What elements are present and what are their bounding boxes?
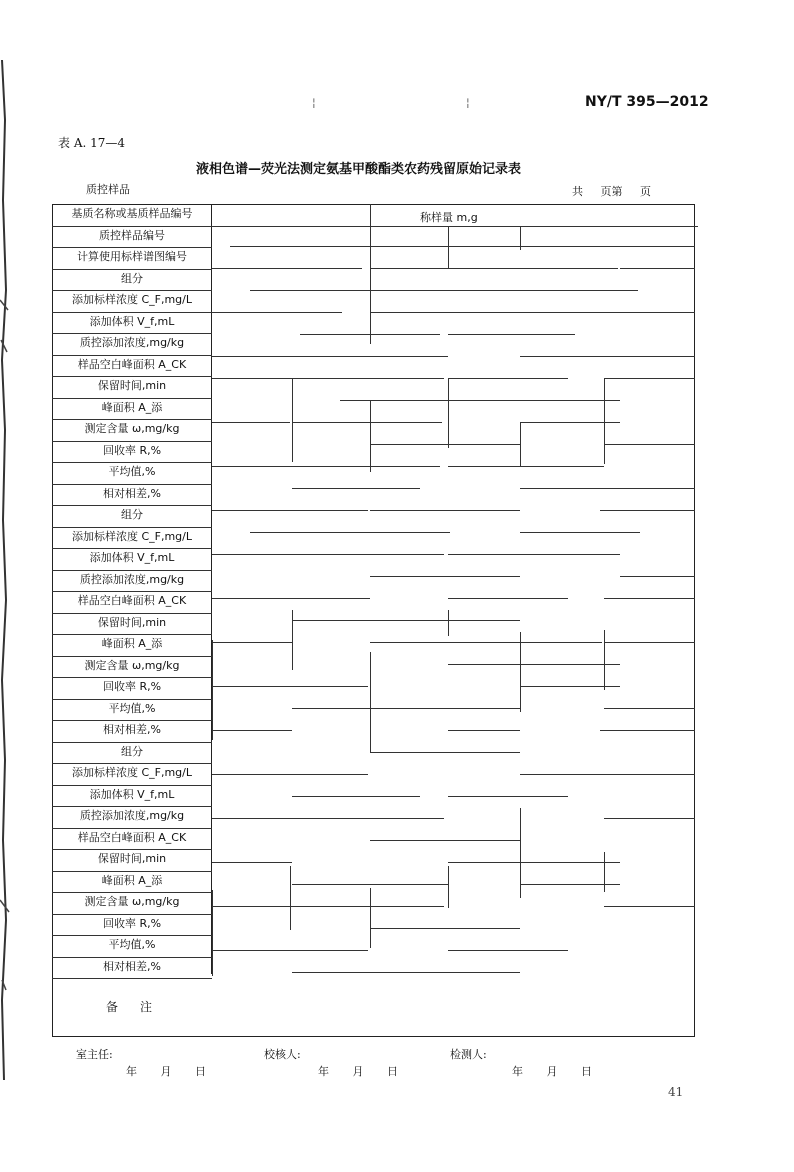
tester-date[interactable]: 年 月 日: [512, 1065, 592, 1078]
standard-code: NY/T 395—2012: [585, 94, 709, 110]
grid-line-horizontal: [604, 818, 695, 819]
grid-line-vertical: [290, 866, 291, 930]
row-label: 峰面积 A_添: [101, 637, 163, 650]
grid-line-horizontal: [370, 312, 530, 313]
grid-line-horizontal: [212, 598, 370, 599]
grid-line-horizontal: [292, 554, 444, 555]
grid-line-horizontal: [600, 730, 695, 731]
qc-sample-label: 质控样品: [86, 183, 130, 196]
grid-line-horizontal: [604, 642, 695, 643]
row-label: 组分: [121, 744, 143, 758]
grid-line-vertical: [370, 204, 371, 344]
grid-line-horizontal: [448, 246, 568, 247]
grid-line-horizontal: [292, 620, 520, 621]
row-label: 质控添加浓度,mg/kg: [79, 572, 185, 586]
row-label: 计算使用标样谱图编号: [77, 250, 187, 263]
grid-line-horizontal: [620, 576, 695, 577]
table-number: 表 A. 17—4: [58, 136, 126, 150]
grid-line-horizontal: [212, 268, 362, 269]
grid-line-horizontal: [212, 818, 444, 819]
grid-line-vertical: [448, 378, 449, 448]
grid-line-horizontal: [448, 554, 620, 555]
grid-line-vertical: [604, 630, 605, 690]
grid-line-horizontal: [250, 532, 450, 533]
row-label: 添加体积 V_f,mL: [89, 787, 175, 801]
grid-line-vertical: [520, 422, 521, 466]
row-label: 相对相差,%: [103, 486, 161, 500]
grid-line-horizontal: [520, 356, 695, 357]
grid-line-vertical: [520, 808, 521, 898]
row-label: 测定含量 ω,mg/kg: [84, 422, 180, 435]
row-label: 添加体积 V_f,mL: [89, 314, 175, 328]
grid-line-horizontal: [292, 422, 442, 423]
tester-signature[interactable]: 检测人:: [450, 1048, 487, 1061]
grid-line-horizontal: [520, 422, 620, 423]
row-label: 基质名称或基质样品编号: [71, 207, 193, 220]
grid-line-horizontal: [604, 598, 695, 599]
grid-line-horizontal: [212, 730, 292, 731]
grid-line-horizontal: [448, 400, 620, 401]
grid-line-horizontal: [292, 884, 448, 885]
grid-line-horizontal: [520, 226, 695, 227]
grid-line-horizontal: [212, 510, 368, 511]
row-label: 回收率 R,%: [102, 916, 162, 930]
grid-line-horizontal: [212, 422, 290, 423]
grid-line-horizontal: [370, 928, 520, 929]
grid-line-horizontal: [520, 290, 638, 291]
row-label: 测定含量 ω,mg/kg: [84, 658, 180, 672]
row-label: 添加标样浓度 C_F,mg/L: [71, 293, 193, 306]
grid-line-horizontal: [212, 862, 292, 863]
row-label: 添加标样浓度 C_F,mg/L: [71, 766, 193, 779]
row-label: 添加标样浓度 C_F,mg/L: [71, 529, 193, 543]
row-label: 样品空白峰面积 A_CK: [77, 830, 187, 844]
row-label: 回收率 R,%: [102, 680, 162, 693]
binding-edge-marks: [0, 0, 12, 1172]
grid-line-horizontal: [520, 884, 620, 885]
grid-line-horizontal: [212, 378, 444, 379]
grid-line-vertical: [370, 400, 371, 472]
row-label: 相对相差,%: [103, 959, 161, 973]
grid-line-horizontal: [448, 334, 575, 335]
grid-line-horizontal: [568, 246, 695, 247]
notes-label: 备注: [106, 1000, 175, 1014]
scan-mark: ¦: [312, 96, 316, 109]
grid-line-horizontal: [448, 862, 620, 863]
grid-line-horizontal: [212, 774, 368, 775]
page-count: 共 页第 页: [572, 185, 651, 198]
grid-line-horizontal: [370, 576, 520, 577]
grid-line-horizontal: [448, 598, 568, 599]
grid-line-vertical: [604, 378, 605, 464]
grid-line-horizontal: [212, 950, 368, 951]
grid-line-horizontal: [370, 642, 602, 643]
grid-line-horizontal: [212, 466, 440, 467]
grid-line-horizontal: [604, 378, 695, 379]
grid-line-horizontal: [604, 708, 695, 709]
grid-line-horizontal: [448, 796, 568, 797]
grid-line-vertical: [292, 378, 293, 462]
grid-line-horizontal: [250, 290, 520, 291]
grid-line-vertical: [448, 866, 449, 908]
lab-director-signature[interactable]: 室主任:: [76, 1048, 113, 1061]
grid-line-horizontal: [604, 906, 695, 907]
grid-line-horizontal: [448, 730, 520, 731]
grid-line-horizontal: [448, 466, 604, 467]
grid-line-horizontal: [600, 510, 695, 511]
row-label: 相对相差,%: [103, 723, 161, 736]
grid-line-horizontal: [212, 312, 342, 313]
row-label: 质控添加浓度,mg/kg: [79, 336, 185, 349]
grid-line-vertical: [604, 852, 605, 892]
row-label: 样品空白峰面积 A_CK: [77, 357, 187, 371]
grid-line-vertical: [520, 226, 521, 250]
row-label: 添加体积 V_f,mL: [89, 551, 175, 564]
grid-line-horizontal: [370, 752, 520, 753]
reviewer-signature[interactable]: 校核人:: [264, 1048, 301, 1061]
grid-line-horizontal: [448, 268, 618, 269]
grid-line-vertical: [520, 632, 521, 712]
grid-line-vertical: [212, 640, 213, 740]
grid-line-horizontal: [292, 796, 420, 797]
grid-line-horizontal: [212, 356, 292, 357]
grid-line-horizontal: [212, 642, 292, 643]
grid-line-horizontal: [604, 444, 695, 445]
page-number: 41: [668, 1085, 684, 1099]
row-divider: [52, 978, 212, 979]
grid-line-horizontal: [530, 312, 695, 313]
row-label: 质控添加浓度,mg/kg: [79, 809, 185, 822]
weighing-mass-label: 称样量 m,g: [420, 211, 478, 224]
grid-line-vertical: [212, 890, 213, 976]
grid-line-horizontal: [212, 686, 368, 687]
grid-line-horizontal: [520, 774, 695, 775]
row-label: 保留时间,min: [97, 615, 167, 629]
grid-line-vertical: [292, 610, 293, 670]
grid-line-horizontal: [520, 488, 695, 489]
grid-line-horizontal: [520, 686, 620, 687]
row-label: 组分: [121, 271, 143, 285]
row-label: 平均值,%: [108, 465, 156, 478]
grid-line-horizontal: [212, 554, 292, 555]
grid-line-horizontal: [292, 708, 520, 709]
grid-line-horizontal: [370, 510, 520, 511]
grid-line-horizontal: [370, 444, 520, 445]
row-label: 峰面积 A_添: [101, 400, 163, 414]
grid-line-horizontal: [212, 906, 444, 907]
row-label: 峰面积 A_添: [101, 873, 163, 887]
row-label: 组分: [121, 508, 143, 521]
grid-line-vertical: [370, 888, 371, 948]
row-label: 平均值,%: [108, 938, 156, 951]
row-label: 回收率 R,%: [102, 443, 162, 457]
row-label: 质控样品编号: [99, 228, 165, 242]
grid-line-horizontal: [292, 356, 448, 357]
form-title: 液相色谱—荧光法测定氨基甲酸酯类农药残留原始记录表: [196, 162, 522, 177]
grid-line-horizontal: [230, 246, 450, 247]
row-label: 平均值,%: [108, 701, 156, 715]
grid-line-horizontal: [340, 400, 448, 401]
grid-line-horizontal: [620, 268, 695, 269]
scan-mark: ¦: [466, 96, 470, 109]
grid-line-vertical: [370, 652, 371, 752]
grid-line-horizontal: [370, 840, 520, 841]
lab-director-date[interactable]: 年 月 日: [126, 1065, 206, 1078]
grid-line-vertical: [448, 226, 449, 268]
grid-line-horizontal: [292, 972, 520, 973]
grid-line-horizontal: [370, 268, 448, 269]
grid-line-horizontal: [448, 950, 568, 951]
grid-line-horizontal: [448, 378, 568, 379]
grid-line-horizontal: [520, 532, 640, 533]
grid-line-vertical: [448, 610, 449, 636]
grid-line-horizontal: [448, 664, 620, 665]
row-label: 测定含量 ω,mg/kg: [84, 895, 180, 908]
grid-line-horizontal: [292, 488, 420, 489]
reviewer-date[interactable]: 年 月 日: [318, 1065, 398, 1078]
row-label: 保留时间,min: [97, 852, 167, 865]
row-label: 保留时间,min: [97, 379, 167, 392]
row-label: 样品空白峰面积 A_CK: [77, 594, 187, 607]
